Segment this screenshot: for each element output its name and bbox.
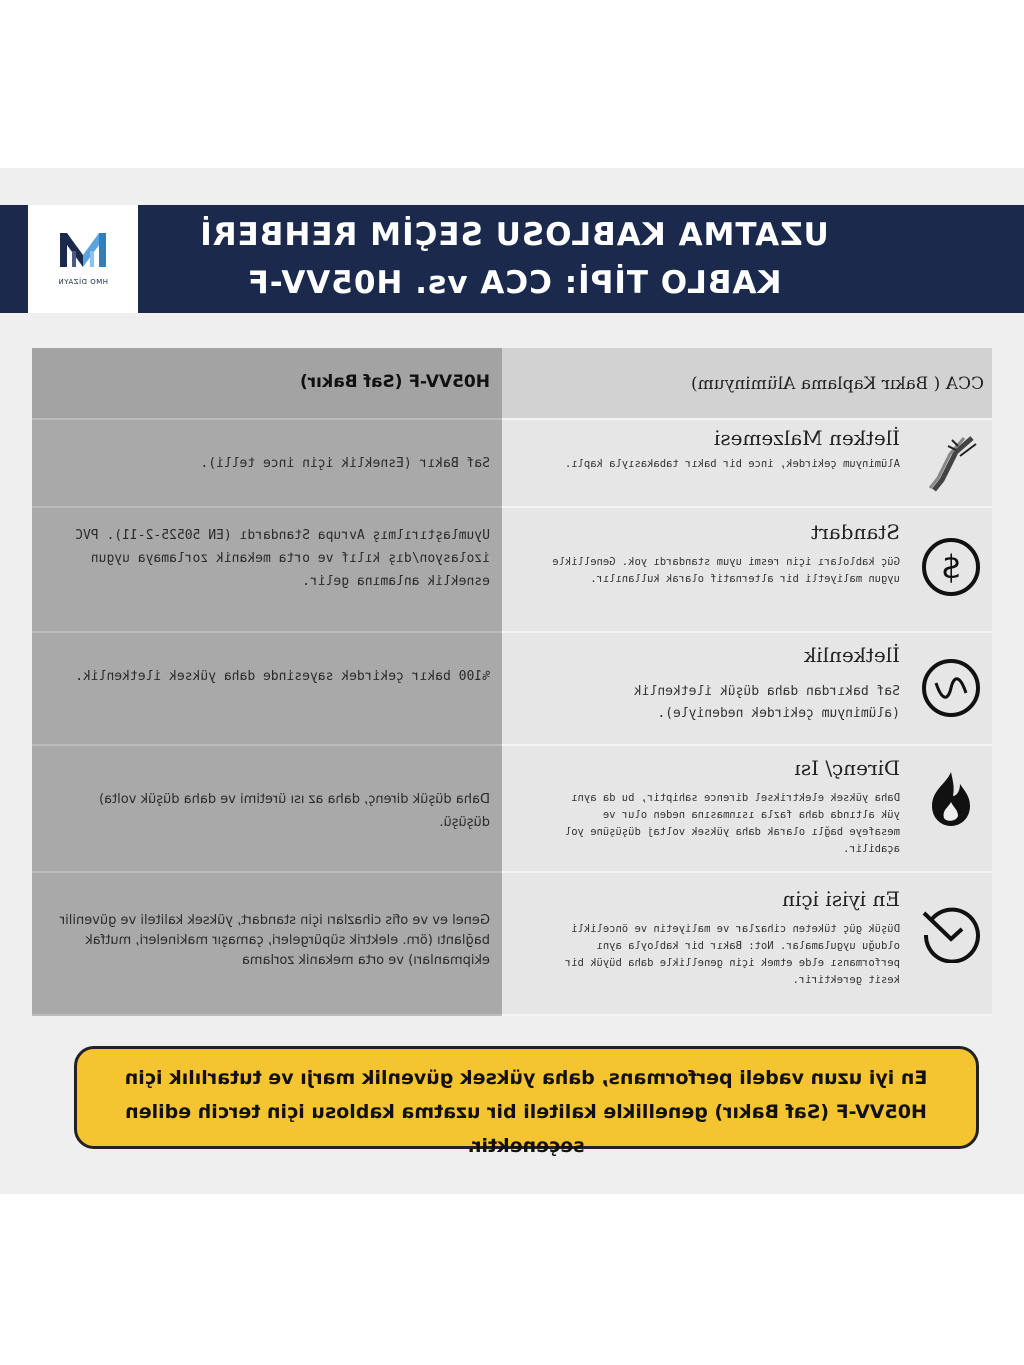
flame-icon [920,768,982,830]
clock-check-icon [920,901,982,963]
svg-text:$: $ [940,548,962,586]
summary-text: En iyi uzun vadeli performans, daha yüksek güvenlik marjı ve tutarlılık için H05VV-F (Saf Bakır) genellikle kaliteli bir uzatma kablosu için tercih edilen seçenektir. [124,1067,928,1157]
h05vvf-description: Saf Bakır (Esneklik için ince telli). [200,456,490,471]
cca-header-label: CCA ( Bakır Kaplama Alüminyum) [690,374,984,394]
cable-icon [920,432,982,494]
page-title-line2: KABLO TİPİ: CCA vs. H05VV-F [246,265,782,301]
table-row [32,873,502,1016]
wave-icon [920,657,982,719]
h05vvf-description: Daha düşük direnç, daha az ısı üretimi ve daha düşük volta) düşüşü. [98,792,490,830]
logo-text: HMO DİZAYN [57,278,109,286]
table-row [502,873,992,1016]
h05vvf-description: Uyumlaştırılmış Avrupa Standardı (EN 50525-2-11). PVC izolasyon/dış kılıf ve orta mekanik zorlamaya uygun esneklik anlamına gelir. [75,528,490,589]
table-row [502,633,992,746]
dollar-icon [920,536,982,598]
h05vvf-header-label: H05VV-F (Saf Bakır) [299,372,490,392]
cca-description: Saf bakırdan daha düşük iletkenlik (alüminyum çekirdek nedeniyle). [633,684,900,721]
table-header-cca [502,348,992,420]
mirrored-content [0,168,1024,1194]
cca-description: Alüminyum çekirdek, ince bir bakır tabakasıyla kaplı. [564,458,900,470]
table-row [32,508,502,633]
row-title: Standart [811,520,900,544]
row-title: Direnç/ Isı [794,756,900,780]
row-title: İletkenlik [804,643,900,667]
summary-box [74,1046,979,1157]
logo-mark-icon [58,225,108,271]
header-band [0,205,1024,313]
row-title: En iyisi için [782,887,900,911]
table-row [502,746,992,873]
cca-description: Güç kabloları için resmi uyum standardı yok. Genellikle uygun maliyetli bir alternatif olarak kullanılır. [552,556,900,585]
table-header-h05vvf [32,348,502,420]
table-row [32,746,502,873]
logo [28,205,138,313]
h05vvf-description: Genel ev ve ofis cihazları için standart, yüksek kaliteli ve güvenilir bağlantı (örn. elektrik süpürgeleri, çamaşır makineleri, mutfak ekipmanları) ve orta mekanik zorlama [59,913,490,968]
h05vvf-description: %100 bakır çekirdek sayesinde daha yüksek iletkenlik. [75,669,490,684]
table-row [502,508,992,633]
comparison-table [32,348,992,1016]
cca-description: Düşük güç tüketen cihazlar ve maliyetin ve öncelikli olduğu uygulamalar. Not: Bakır bir kabloyla aynı performansı elde etmek için genellikle daha büyük bir kesit gerektirir. [564,923,900,986]
table-row [502,420,992,508]
table-row [32,633,502,746]
cca-description: Daha yüksek elektriksel dirence sahiptir, bu da aynı yük altında daha fazla ısınmasına neden olur ve mesafeye bağlı olarak daha yüksek voltaj düşüşüne yol açabilir. [564,792,900,855]
guide-poster [0,168,1024,1194]
row-title: İletken Malzemesi [714,426,900,450]
page-title-line1: UZATMA KABLOSU SEÇİM REHBERİ [199,217,829,253]
table-row [32,420,502,508]
